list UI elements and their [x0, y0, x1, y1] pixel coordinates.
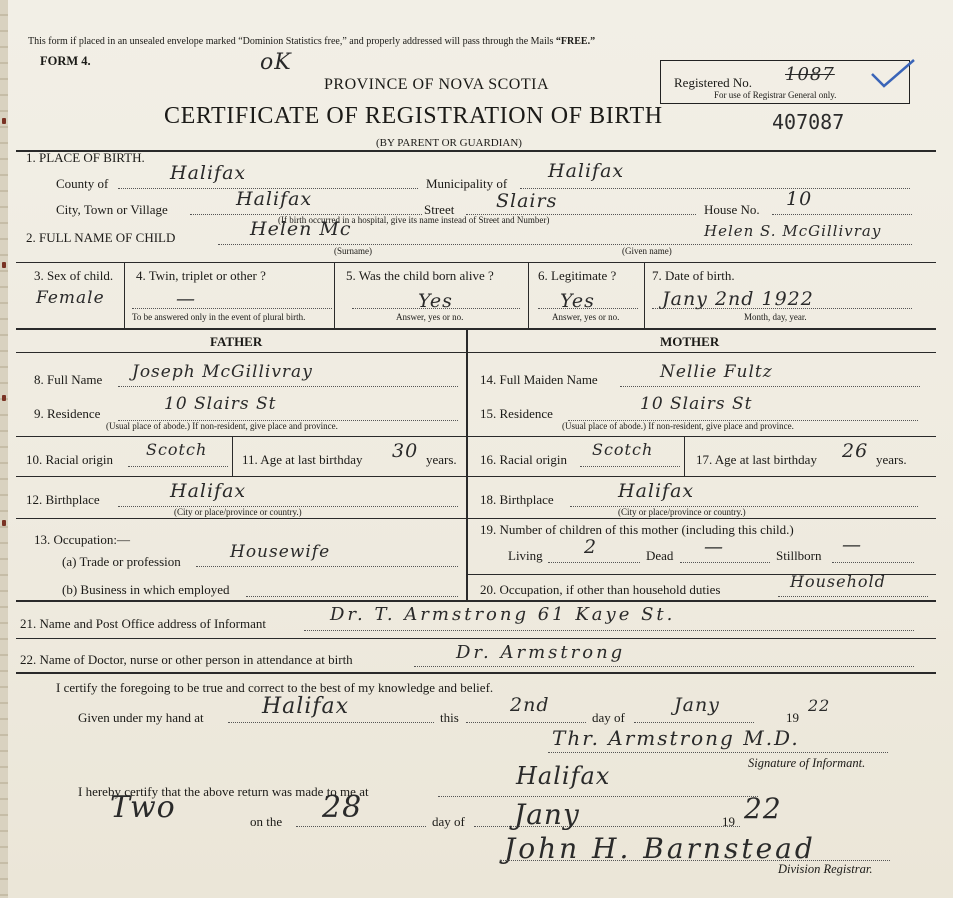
father-age-label: 11. Age at last birthday: [242, 452, 363, 467]
father-age-unit: years.: [426, 452, 457, 467]
year-prefix: 19: [786, 710, 799, 725]
mother-occ-line: [778, 596, 928, 597]
father-heading: FATHER: [210, 334, 263, 349]
legit-value: Yes: [560, 290, 595, 312]
informant-line: [304, 630, 914, 631]
informant-sig-line: [548, 752, 888, 753]
father-res-label: 9. Residence: [34, 406, 101, 421]
mother-age-value: 26: [842, 440, 869, 462]
divider: [232, 436, 233, 476]
municipality-label: Municipality of: [426, 176, 508, 191]
city-value: Halifax: [236, 188, 313, 210]
mother-bp-label: 18. Birthplace: [480, 492, 554, 507]
county-label: County of: [56, 176, 109, 191]
rule: [16, 518, 936, 519]
county-value: Halifax: [170, 162, 247, 184]
alive-line: [352, 308, 520, 309]
child-surname: Helen Mc: [250, 218, 352, 240]
binding-mark: [2, 395, 6, 401]
this-line: [466, 722, 586, 723]
legit-label: 6. Legitimate ?: [538, 268, 617, 283]
year-value: 22: [808, 696, 831, 715]
stillborn-line: [832, 562, 914, 563]
father-name-label: 8. Full Name: [34, 372, 103, 387]
alive-label: 5. Was the child born alive ?: [346, 268, 494, 283]
street-label: Street: [424, 202, 455, 217]
rule: [16, 476, 936, 477]
municipality-line: [520, 188, 910, 189]
children-label: 19. Number of children of this mother (including this child.): [480, 522, 794, 537]
doctor-label: 22. Name of Doctor, nurse or other person in attendance at birth: [20, 652, 353, 667]
father-bp-label: 12. Birthplace: [26, 492, 100, 507]
child-given-name: Helen S. McGillivray: [704, 222, 882, 240]
father-res-note: (Usual place of abode.) If non-resident, give place and province.: [106, 421, 338, 431]
business-line: [246, 596, 458, 597]
dead-value: —: [704, 536, 724, 558]
this-label: this: [440, 710, 459, 725]
rule: [16, 672, 936, 674]
given-line: [228, 722, 434, 723]
dead-line: [680, 562, 770, 563]
given-note: (Given name): [622, 246, 672, 256]
father-race-line: [128, 466, 228, 467]
this-value: 2nd: [510, 694, 550, 716]
sex-label: 3. Sex of child.: [34, 268, 114, 283]
mother-race-line: [580, 466, 680, 467]
informant-label: 21. Name and Post Office address of Informant: [20, 616, 266, 631]
received-year-prefix: 19: [722, 814, 735, 829]
alive-value: Yes: [418, 290, 453, 312]
divider: [124, 262, 125, 328]
hospital-note: (If birth occurred in a hospital, give its name instead of Street and Number): [278, 215, 550, 225]
house-label: House No.: [704, 202, 760, 217]
registrar-signature: John H. Barnstead: [504, 832, 816, 865]
mother-race-value: Scotch: [592, 440, 654, 459]
mother-age-unit: years.: [876, 452, 907, 467]
page-title: CERTIFICATE OF REGISTRATION OF BIRTH: [164, 103, 663, 129]
mother-occ-label: 20. Occupation, if other than household duties: [480, 582, 721, 597]
received-margin: Two: [110, 790, 176, 825]
legit-line: [538, 308, 638, 309]
page-subtitle: (BY PARENT OR GUARDIAN): [376, 137, 522, 149]
binding-mark: [2, 520, 6, 526]
doctor-value: Dr. Armstrong: [456, 642, 626, 663]
month-line: [634, 722, 754, 723]
registered-label: Registered No.: [674, 75, 752, 90]
father-race-label: 10. Racial origin: [26, 452, 114, 467]
mother-name-label: 14. Full Maiden Name: [480, 372, 598, 387]
binding-mark: [2, 262, 6, 268]
father-bp-value: Halifax: [170, 480, 247, 502]
mother-race-label: 16. Racial origin: [480, 452, 568, 467]
living-label: Living: [508, 548, 543, 563]
mother-bp-value: Halifax: [618, 480, 695, 502]
father-race-value: Scotch: [146, 440, 208, 459]
mother-occ-value: Household: [790, 572, 886, 591]
month-value: Jany: [674, 694, 720, 716]
father-bp-note: (City or place/province or country.): [174, 507, 302, 517]
divider: [684, 436, 685, 476]
dob-value: Jany 2nd 1922: [662, 288, 814, 310]
house-line: [772, 214, 912, 215]
form-number: FORM 4.: [40, 54, 91, 68]
mother-bp-note: (City or place/province or country.): [618, 507, 746, 517]
sex-value: Female: [36, 288, 105, 308]
surname-note: (Surname): [334, 246, 372, 256]
twin-line: [132, 308, 332, 309]
registrar-label: Division Registrar.: [778, 862, 873, 876]
child-name-label: 2. FULL NAME OF CHILD: [26, 230, 176, 245]
on-the-line: [296, 826, 426, 827]
given-label: Given under my hand at: [78, 710, 204, 725]
rule: [16, 352, 936, 353]
father-name-line: [118, 386, 458, 387]
rule: [16, 638, 936, 639]
received-year: 22: [744, 792, 782, 825]
check-mark: [868, 56, 918, 90]
perforated-edge: [0, 0, 8, 898]
municipality-value: Halifax: [548, 160, 625, 182]
twin-value: —: [176, 288, 196, 310]
mail-notice: This form if placed in an unsealed envelope marked “Dominion Statistics free,” and properly addressed will pass through the Mails “FREE.”: [28, 36, 596, 47]
father-name-value: Joseph McGillivray: [132, 362, 313, 382]
living-line: [548, 562, 640, 563]
dob-line: [652, 308, 912, 309]
mother-res-value: 10 Slairs St: [640, 394, 753, 414]
mother-heading: MOTHER: [660, 334, 720, 349]
father-age-value: 30: [392, 440, 419, 462]
day-of-label: day of: [592, 710, 625, 725]
dob-note: Month, day, year.: [744, 312, 807, 322]
registered-number: 1087: [785, 64, 835, 85]
father-res-value: 10 Slairs St: [164, 394, 277, 414]
received-label: I hereby certify that the above return was made to me at: [78, 784, 369, 799]
on-the-value: 28: [322, 790, 363, 825]
living-value: 2: [584, 536, 598, 558]
mother-res-label: 15. Residence: [480, 406, 553, 421]
rule: [16, 328, 936, 330]
received-line: [438, 796, 758, 797]
received-month: Jany: [514, 798, 580, 831]
divider: [644, 262, 645, 328]
informant-signature: Thr. Armstrong M.D.: [552, 726, 800, 750]
house-value: 10: [786, 188, 813, 210]
day-of-label-2: day of: [432, 814, 465, 829]
rule: [16, 600, 936, 602]
child-name-line: [218, 244, 912, 245]
dob-label: 7. Date of birth.: [652, 268, 735, 283]
registration-stamp: 407087: [772, 110, 845, 134]
registrar-sig-line: [500, 860, 890, 861]
city-label: City, Town or Village: [56, 202, 168, 217]
place-section-label: 1. PLACE OF BIRTH.: [26, 150, 145, 165]
street-value: Slairs: [496, 190, 558, 212]
father-occ-label: 13. Occupation:—: [34, 532, 131, 547]
mother-name-value: Nellie Fultz: [660, 362, 773, 382]
mother-res-note: (Usual place of abode.) If non-resident, give place and province.: [562, 421, 794, 431]
trade-label: (a) Trade or profession: [62, 554, 181, 569]
rule: [16, 262, 936, 263]
rule: [16, 150, 936, 152]
certify-statement: I certify the foregoing to be true and correct to the best of my knowledge and belief.: [56, 680, 494, 695]
received-place: Halifax: [516, 762, 611, 790]
dead-label: Dead: [646, 548, 674, 563]
divider: [334, 262, 335, 328]
column-divider: [466, 328, 468, 600]
rule: [16, 436, 936, 437]
stillborn-label: Stillborn: [776, 548, 822, 563]
mother-name-line: [620, 386, 920, 387]
legit-note: Answer, yes or no.: [552, 312, 620, 322]
given-place: Halifax: [262, 694, 350, 719]
trade-line: [196, 566, 458, 567]
doctor-line: [414, 666, 914, 667]
twin-note: To be answered only in the event of plural birth.: [132, 312, 306, 322]
registrar-note: For use of Registrar General only.: [714, 90, 837, 100]
province-heading: PROVINCE OF NOVA SCOTIA: [324, 76, 550, 93]
binding-mark: [2, 118, 6, 124]
alive-note: Answer, yes or no.: [396, 312, 464, 322]
ok-mark: oK: [260, 50, 292, 75]
twin-label: 4. Twin, triplet or other ?: [136, 268, 266, 283]
mother-age-label: 17. Age at last birthday: [696, 452, 817, 467]
trade-value: Housewife: [230, 542, 331, 562]
business-label: (b) Business in which employed: [62, 582, 230, 597]
sig-informant-label: Signature of Informant.: [748, 756, 866, 770]
stillborn-value: —: [842, 534, 862, 556]
on-the-label: on the: [250, 814, 283, 829]
divider: [528, 262, 529, 328]
informant-value: Dr. T. Armstrong 61 Kaye St.: [330, 604, 676, 625]
